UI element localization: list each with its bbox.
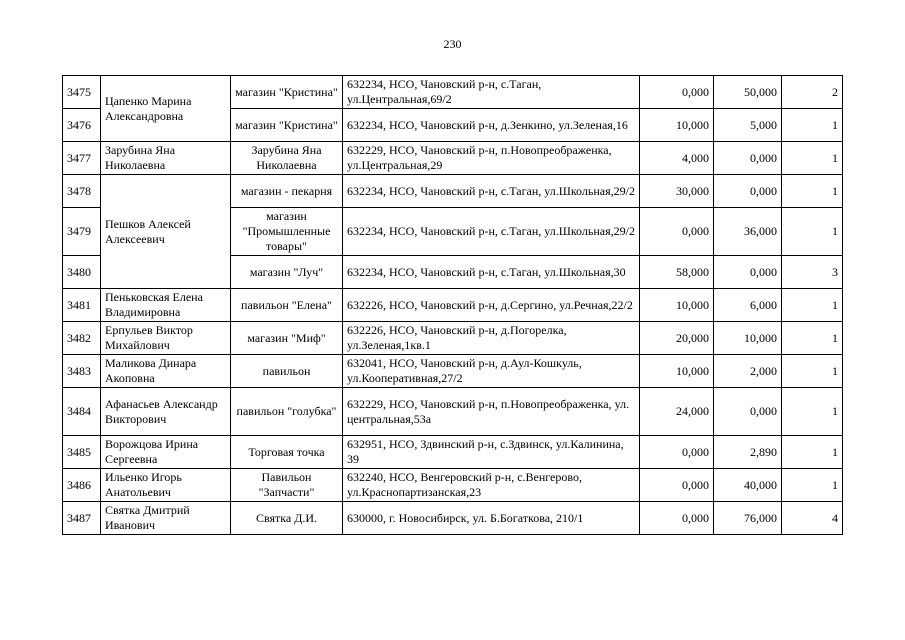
owner-name: Ерпульев Виктор Михайлович xyxy=(101,322,231,355)
row-number: 3485 xyxy=(63,436,101,469)
value-3: 1 xyxy=(782,142,843,175)
table-row xyxy=(63,388,843,436)
row-number: 3477 xyxy=(63,142,101,175)
address: 632234, НСО, Чановский р-н, с.Таган, ул.Школьная,30 xyxy=(343,256,640,289)
table-row xyxy=(63,76,843,109)
address: 630000, г. Новосибирск, ул. Б.Богаткова, 210/1 xyxy=(343,502,640,535)
object-name: магазин "Луч" xyxy=(231,256,343,289)
object-name: магазин "Промышленные товары" xyxy=(231,208,343,256)
row-number: 3486 xyxy=(63,469,101,502)
value-3: 1 xyxy=(782,388,843,436)
value-3: 1 xyxy=(782,289,843,322)
row-number: 3480 xyxy=(63,256,101,289)
address: 632240, НСО, Венгеровский р-н, с.Венгерово, ул.Краснопартизанская,23 xyxy=(343,469,640,502)
object-name: магазин "Кристина" xyxy=(231,109,343,142)
table-row xyxy=(63,322,843,355)
value-3: 1 xyxy=(782,322,843,355)
address: 632951, НСО, Здвинский р-н, с.Здвинск, ул.Калинина, 39 xyxy=(343,436,640,469)
value-1: 30,000 xyxy=(640,175,714,208)
address: 632234, НСО, Чановский р-н, д.Зенкино, ул.Зеленая,16 xyxy=(343,109,640,142)
row-number: 3484 xyxy=(63,388,101,436)
value-1: 58,000 xyxy=(640,256,714,289)
object-name: Павильон "Запчасти" xyxy=(231,469,343,502)
value-2: 2,000 xyxy=(714,355,782,388)
owner-name: Святка Дмитрий Иванович xyxy=(101,502,231,535)
address: 632234, НСО, Чановский р-н, с.Таган, ул.Центральная,69/2 xyxy=(343,76,640,109)
value-2: 10,000 xyxy=(714,322,782,355)
value-3: 1 xyxy=(782,436,843,469)
value-1: 10,000 xyxy=(640,289,714,322)
value-2: 36,000 xyxy=(714,208,782,256)
table-row xyxy=(63,175,843,208)
value-1: 10,000 xyxy=(640,109,714,142)
value-1: 24,000 xyxy=(640,388,714,436)
address: 632041, НСО, Чановский р-н, д.Аул-Кошкуль, ул.Кооперативная,27/2 xyxy=(343,355,640,388)
table-row xyxy=(63,436,843,469)
value-3: 1 xyxy=(782,175,843,208)
value-2: 2,890 xyxy=(714,436,782,469)
owner-name: Пешков Алексей Алексеевич xyxy=(101,175,231,289)
address: 632226, НСО, Чановский р-н, д.Сергино, ул.Речная,22/2 xyxy=(343,289,640,322)
table-row xyxy=(63,469,843,502)
value-1: 10,000 xyxy=(640,355,714,388)
value-2: 0,000 xyxy=(714,256,782,289)
object-name: Торговая точка xyxy=(231,436,343,469)
address: 632226, НСО, Чановский р-н, д.Погорелка, ул.Зеленая,1кв.1 xyxy=(343,322,640,355)
object-name: Зарубина Яна Николаевна xyxy=(231,142,343,175)
owner-name: Цапенко Марина Александровна xyxy=(101,76,231,142)
table-row xyxy=(63,142,843,175)
owner-name: Маликова Динара Акоповна xyxy=(101,355,231,388)
row-number: 3476 xyxy=(63,109,101,142)
row-number: 3482 xyxy=(63,322,101,355)
object-name: павильон "Елена" xyxy=(231,289,343,322)
value-2: 0,000 xyxy=(714,388,782,436)
address: 632234, НСО, Чановский р-н, с.Таган, ул.Школьная,29/2 xyxy=(343,208,640,256)
address: 632229, НСО, Чановский р-н, п.Новопреображенка, ул.Центральная,29 xyxy=(343,142,640,175)
value-3: 2 xyxy=(782,76,843,109)
object-name: павильон xyxy=(231,355,343,388)
object-name: магазин "Миф" xyxy=(231,322,343,355)
object-name: Святка Д.И. xyxy=(231,502,343,535)
value-3: 3 xyxy=(782,256,843,289)
value-2: 6,000 xyxy=(714,289,782,322)
row-number: 3483 xyxy=(63,355,101,388)
row-number: 3479 xyxy=(63,208,101,256)
value-2: 40,000 xyxy=(714,469,782,502)
value-3: 1 xyxy=(782,109,843,142)
owner-name: Ворожцова Ирина Сергеевна xyxy=(101,436,231,469)
value-1: 0,000 xyxy=(640,208,714,256)
value-2: 50,000 xyxy=(714,76,782,109)
object-name: павильон "голубка" xyxy=(231,388,343,436)
value-2: 5,000 xyxy=(714,109,782,142)
table-row xyxy=(63,289,843,322)
value-1: 0,000 xyxy=(640,436,714,469)
owner-name: Пеньковская Елена Владимировна xyxy=(101,289,231,322)
row-number: 3478 xyxy=(63,175,101,208)
row-number: 3475 xyxy=(63,76,101,109)
value-3: 4 xyxy=(782,502,843,535)
value-1: 4,000 xyxy=(640,142,714,175)
owner-name: Зарубина Яна Николаевна xyxy=(101,142,231,175)
row-number: 3481 xyxy=(63,289,101,322)
value-3: 1 xyxy=(782,469,843,502)
value-1: 20,000 xyxy=(640,322,714,355)
registry-table xyxy=(62,75,843,535)
row-number: 3487 xyxy=(63,502,101,535)
value-1: 0,000 xyxy=(640,76,714,109)
value-2: 0,000 xyxy=(714,142,782,175)
value-2: 76,000 xyxy=(714,502,782,535)
value-3: 1 xyxy=(782,355,843,388)
table-row xyxy=(63,355,843,388)
page-number: 230 xyxy=(443,37,462,51)
owner-name: Ильенко Игорь Анатольевич xyxy=(101,469,231,502)
address: 632234, НСО, Чановский р-н, с.Таган, ул.Школьная,29/2 xyxy=(343,175,640,208)
address: 632229, НСО, Чановский р-н, п.Новопреображенка, ул. центральная,53а xyxy=(343,388,640,436)
owner-name: Афанасьев Александр Викторович xyxy=(101,388,231,436)
table-row xyxy=(63,502,843,535)
value-1: 0,000 xyxy=(640,469,714,502)
value-3: 1 xyxy=(782,208,843,256)
object-name: магазин - пекарня xyxy=(231,175,343,208)
object-name: магазин "Кристина" xyxy=(231,76,343,109)
value-1: 0,000 xyxy=(640,502,714,535)
value-2: 0,000 xyxy=(714,175,782,208)
